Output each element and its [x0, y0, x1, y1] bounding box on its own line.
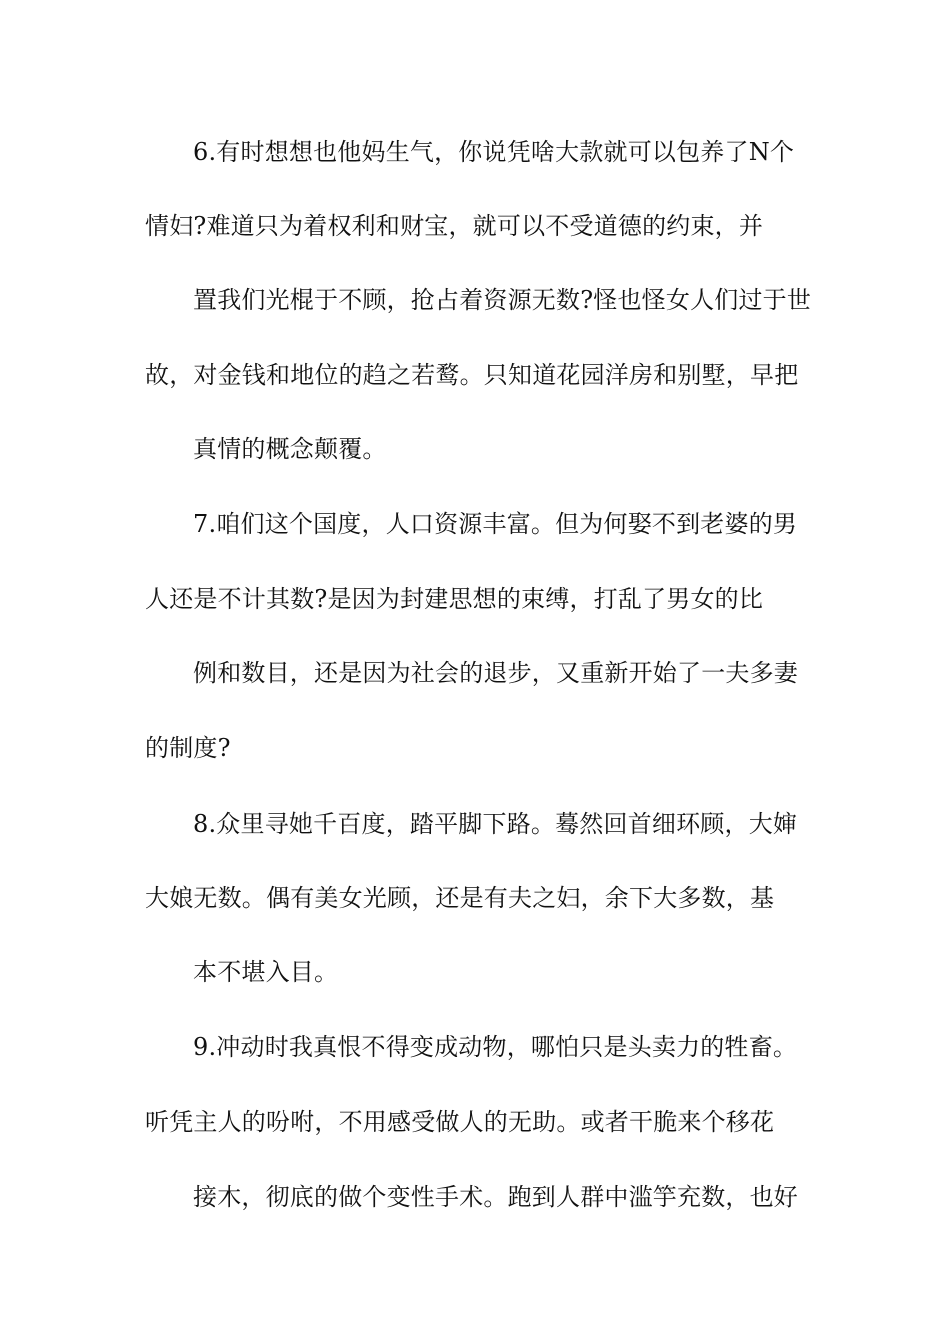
text-line: 接木，彻底的做个变性手术。跑到人群中滥竽充数，也好: [193, 1183, 798, 1211]
text-line: 故，对金钱和地位的趋之若鹜。只知道花园洋房和别墅，早把: [145, 361, 799, 389]
text-line: 7.咱们这个国度，人口资源丰富。但为何娶不到老婆的男: [193, 510, 798, 538]
text-line: 8.众里寻她千百度，踏平脚下路。蓦然回首细环顾，大婶: [193, 810, 798, 838]
text-line: 例和数目，还是因为社会的退步，又重新开始了一夫多妻: [193, 659, 798, 687]
text-line: 9.冲动时我真恨不得变成动物，哪怕只是头卖力的牲畜。: [193, 1033, 798, 1061]
text-line: 情妇?难道只为着权利和财宝，就可以不受道德的约束，并: [145, 212, 764, 240]
text-line: 本不堪入目。: [193, 958, 339, 986]
text-line: 置我们光棍于不顾，抢占着资源无数?怪也怪女人们过于世: [193, 286, 812, 314]
text-line: 的制度?: [145, 734, 231, 762]
text-line: 大娘无数。偶有美女光顾，还是有夫之妇，余下大多数，基: [145, 884, 775, 912]
text-line: 人还是不计其数?是因为封建思想的束缚，打乱了男女的比: [145, 585, 764, 613]
text-line: 6.有时想想也他妈生气，你说凭啥大款就可以包养了N个: [193, 138, 795, 166]
text-line: 真情的概念颠覆。: [193, 435, 387, 463]
text-line: 听凭主人的吩咐，不用感受做人的无助。或者干脆来个移花: [145, 1108, 775, 1136]
